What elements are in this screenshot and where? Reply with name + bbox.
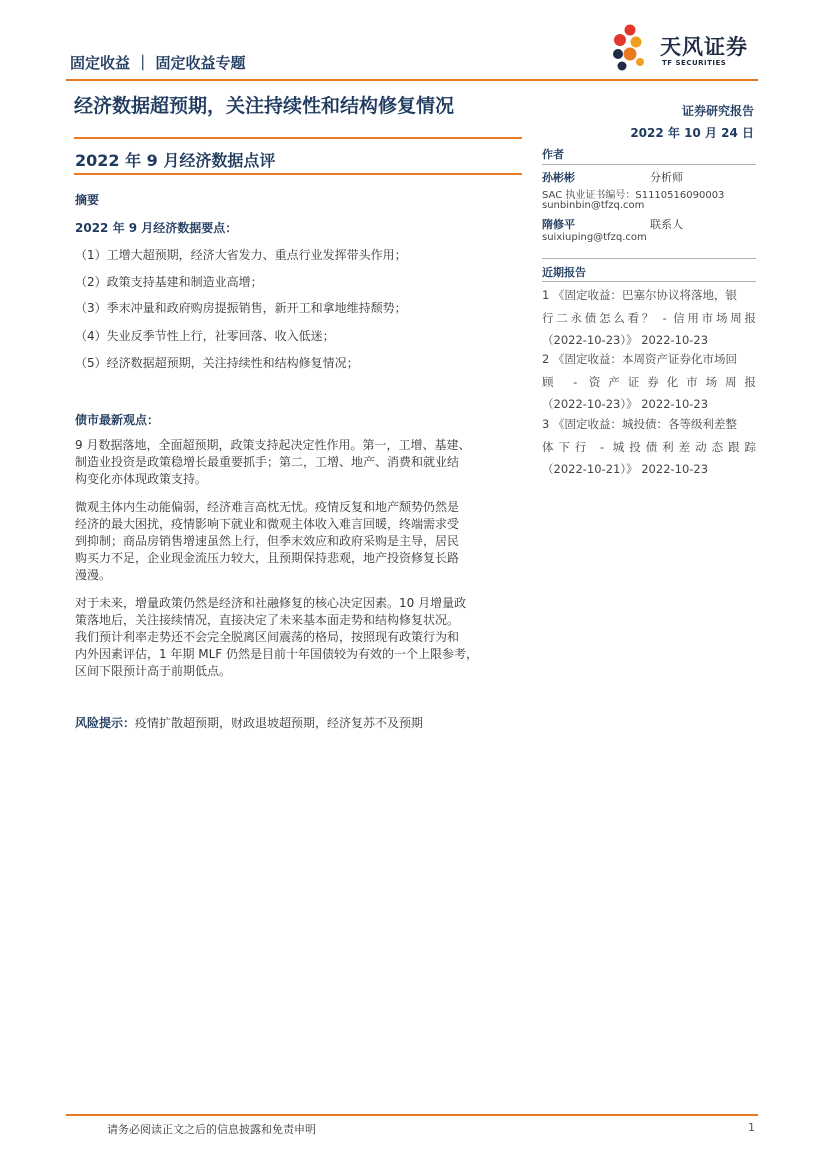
key-point: （3）季末冲量和政府购房提振销售，新开工和拿地维持颓势； bbox=[75, 301, 407, 315]
report-line: 顾 - 资产证券化市场周报 bbox=[542, 374, 756, 389]
recent-report-3[interactable] bbox=[542, 413, 756, 481]
report-line: 3 《固定收益：城投债：各等级利差整 bbox=[542, 417, 737, 431]
para-line: 制造业投资是政策稳增长最重要抓手；第二，工增、地产、消费和就业结 bbox=[75, 455, 460, 469]
key-point: （5）经济数据超预期，关注持续性和结构修复情况； bbox=[75, 356, 359, 370]
authors-bottom-rule bbox=[542, 258, 756, 259]
report-type: 证券研究报告 bbox=[681, 104, 754, 118]
report-category: 固定收益 ｜ 固定收益专题 bbox=[70, 54, 246, 72]
risk-text: 疫情扩散超预期，财政退坡超预期，经济复苏不及预期 bbox=[135, 716, 424, 730]
report-date: 2022 年 10 月 24 日 bbox=[630, 126, 754, 140]
recent-reports-rule bbox=[542, 281, 756, 282]
page-number: 1 bbox=[748, 1121, 755, 1134]
bond-view-label: 债市最新观点： bbox=[75, 413, 160, 427]
para-line: 我们预计利率走势还不会完全脱离区间震荡的格局，按照现有政策行为和 bbox=[75, 630, 460, 644]
report-line: （2022-10-23）》 2022-10-23 bbox=[542, 397, 709, 411]
author-name: 孙彬彬 bbox=[542, 171, 575, 184]
author-role: 分析师 bbox=[650, 171, 683, 184]
para-line: 构变化亦体现政策支持。 bbox=[75, 472, 208, 486]
para-line: 区间下限预计高于前期低点。 bbox=[75, 664, 232, 678]
recent-reports-label: 近期报告 bbox=[542, 266, 586, 279]
key-point: （4）失业反季节性上行，社零回落、收入低迷； bbox=[75, 329, 335, 343]
report-line: 1 《固定收益：巴塞尔协议将落地，银 bbox=[542, 288, 737, 302]
para-line: 内外因素评估，1 年期 MLF 仍然是目前十年国债较为有效的一个上限参考， bbox=[75, 647, 479, 661]
contact-name: 隋修平 bbox=[542, 218, 575, 231]
logo-chinese-name: 天风证券 bbox=[660, 35, 748, 59]
header-rule bbox=[66, 79, 758, 81]
key-point: （2）政策支持基建和制造业高增； bbox=[75, 275, 263, 289]
key-points-label: 2022 年 9 月经济数据要点： bbox=[75, 221, 238, 235]
author-cert: SAC 执业证书编号：S1110516090003 bbox=[542, 190, 725, 201]
para-line: 购买力不足，企业现金流压力较大，且预期保持悲观，地产投资修复长路 bbox=[75, 551, 460, 565]
para-line: 对于未来，增量政策仍然是经济和社融修复的核心决定因素。10 月增量政 bbox=[75, 596, 467, 610]
para-line: 9 月数据落地，全面超预期，政策支持起决定性作用。第一，工增、基建、 bbox=[75, 438, 471, 452]
contact-email[interactable]: suixiuping@tfzq.com bbox=[542, 232, 647, 243]
recent-report-2[interactable] bbox=[542, 348, 756, 416]
paragraph-1 bbox=[75, 437, 521, 488]
key-point: （1）工增大超预期，经济大省发力、重点行业发挥带头作用； bbox=[75, 248, 407, 262]
para-line: 策落地后，关注接续情况，直接决定了未来基本面走势和结构修复状况。 bbox=[75, 613, 460, 627]
paragraph-3 bbox=[75, 595, 521, 680]
subtitle-rule bbox=[74, 173, 522, 175]
title-rule bbox=[74, 137, 522, 139]
recent-report-1[interactable] bbox=[542, 284, 756, 352]
logo-english-name: TF SECURITIES bbox=[662, 59, 727, 67]
authors-label: 作者 bbox=[542, 148, 564, 161]
para-line: 经济的最大困扰，疫情影响下就业和微观主体收入难言回暖，终端需求受 bbox=[75, 517, 460, 531]
risk-notice bbox=[75, 715, 423, 732]
report-line: 体下行 - 城投债利差动态跟踪 bbox=[542, 439, 756, 454]
report-line: 2 《固定收益：本周资产证券化市场回 bbox=[542, 352, 737, 366]
report-line: （2022-10-23）》 2022-10-23 bbox=[542, 333, 709, 347]
author-email[interactable]: sunbinbin@tfzq.com bbox=[542, 200, 645, 211]
footer-rule bbox=[66, 1114, 758, 1116]
footer-disclaimer: 请务必阅读正文之后的信息披露和免责申明 bbox=[107, 1123, 316, 1136]
para-line: 到抑制；商品房销售增速虽然上行，但季末效应和政府采购是主导，居民 bbox=[75, 534, 460, 548]
para-line: 漫漫。 bbox=[75, 568, 112, 582]
risk-label: 风险提示： bbox=[75, 716, 136, 730]
report-line: （2022-10-21）》 2022-10-23 bbox=[542, 462, 709, 476]
summary-label: 摘要 bbox=[75, 193, 100, 207]
contact-role: 联系人 bbox=[650, 218, 683, 231]
authors-rule bbox=[542, 164, 756, 165]
paragraph-2 bbox=[75, 499, 521, 584]
para-line: 微观主体内生动能偏弱，经济难言高枕无忧。疫情反复和地产颓势仍然是 bbox=[75, 500, 460, 514]
sub-title: 2022 年 9 月经济数据点评 bbox=[75, 151, 276, 170]
report-line: 行二永债怎么看？ - 信用市场周报 bbox=[542, 310, 756, 325]
main-title: 经济数据超预期，关注持续性和结构修复情况 bbox=[74, 95, 455, 117]
